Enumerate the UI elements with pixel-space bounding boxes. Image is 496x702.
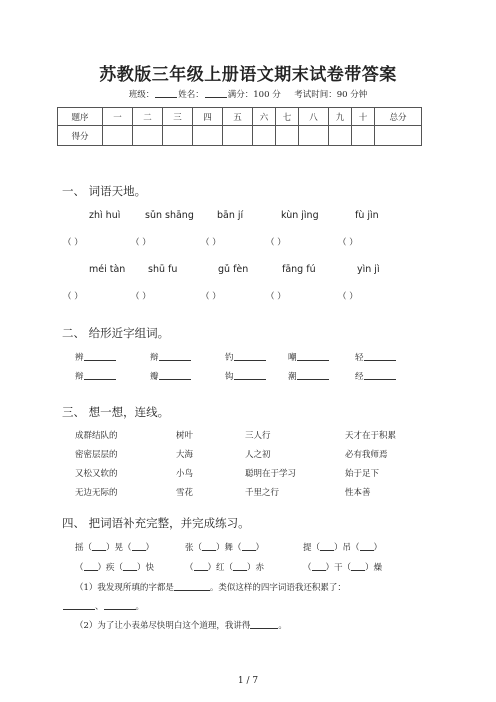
header-cell: 三 bbox=[163, 108, 193, 126]
header-cell: 九 bbox=[329, 108, 352, 126]
score-cell[interactable] bbox=[133, 126, 163, 146]
char-blank[interactable] bbox=[351, 562, 365, 571]
answer-paren[interactable]: （ ） bbox=[266, 238, 286, 248]
char-blank[interactable] bbox=[84, 562, 98, 571]
match-item[interactable]: 树叶 bbox=[176, 431, 194, 441]
section-1-title: 一、 词语天地。 bbox=[62, 184, 147, 198]
word-blank[interactable] bbox=[364, 352, 396, 361]
question-1-continued: 、 。 bbox=[63, 600, 144, 612]
match-item[interactable]: 大海 bbox=[176, 450, 194, 460]
score-table-header-row bbox=[58, 108, 422, 126]
header-cell: 总分 bbox=[375, 108, 422, 126]
match-item[interactable]: 密密层层的 bbox=[75, 450, 118, 460]
char-blank[interactable] bbox=[92, 542, 106, 551]
char-blank[interactable] bbox=[233, 562, 247, 571]
match-item[interactable]: 成群结队的 bbox=[75, 431, 118, 441]
exam-meta bbox=[0, 88, 496, 100]
full-score: 满分：100 分 bbox=[227, 90, 281, 100]
word-blank[interactable] bbox=[159, 352, 191, 361]
char-blank[interactable] bbox=[132, 542, 146, 551]
match-item[interactable]: 无边无际的 bbox=[75, 488, 118, 498]
section-4-title: 四、 把词语补充完整，并完成练习。 bbox=[62, 516, 250, 530]
match-item[interactable]: 始于足下 bbox=[345, 469, 380, 479]
answer-paren[interactable]: （ ） bbox=[131, 238, 151, 248]
class-label: 班级： bbox=[128, 90, 155, 100]
fill-idiom: 张（ ）舞（ ） bbox=[185, 543, 265, 553]
answer-paren[interactable]: （ ） bbox=[338, 292, 358, 302]
match-item[interactable]: 又松又软的 bbox=[75, 469, 118, 479]
char: 辨 bbox=[75, 353, 84, 363]
char-blank[interactable] bbox=[194, 562, 208, 571]
exam-time: 考试时间：90 分钟 bbox=[294, 90, 368, 100]
pinyin: fāng fú bbox=[282, 264, 316, 275]
char: 辩 bbox=[75, 372, 84, 382]
char-blank[interactable] bbox=[312, 562, 326, 571]
answer-paren[interactable]: （ ） bbox=[63, 292, 83, 302]
answer-blank[interactable] bbox=[63, 601, 95, 610]
char-item bbox=[288, 351, 329, 363]
char-item bbox=[225, 351, 266, 363]
score-cell[interactable] bbox=[103, 126, 133, 146]
fill-idiom: （ ）红（ ）赤 bbox=[185, 563, 265, 573]
word-blank[interactable] bbox=[297, 352, 329, 361]
score-cell[interactable] bbox=[253, 126, 276, 146]
match-item[interactable]: 千里之行 bbox=[245, 488, 280, 498]
answer-paren[interactable]: （ ） bbox=[131, 292, 151, 302]
pinyin: yìn jì bbox=[357, 264, 380, 275]
score-cell[interactable] bbox=[299, 126, 329, 146]
score-cell[interactable] bbox=[352, 126, 375, 146]
match-item[interactable]: 必有我师焉 bbox=[345, 450, 388, 460]
char-blank[interactable] bbox=[320, 542, 334, 551]
pinyin: gǔ fèn bbox=[218, 264, 249, 275]
word-blank[interactable] bbox=[297, 371, 329, 380]
word-blank[interactable] bbox=[234, 352, 266, 361]
char-item bbox=[75, 351, 116, 363]
fill-idiom: （ ）疾（ ）快 bbox=[75, 563, 155, 573]
answer-blank[interactable] bbox=[250, 620, 278, 629]
question-2: （2）为了让小表弟尽快明白这个道理，我讲得 。 bbox=[75, 621, 287, 631]
char: 辩 bbox=[150, 353, 159, 363]
answer-paren[interactable]: （ ） bbox=[63, 238, 83, 248]
header-cell: 题序 bbox=[58, 108, 103, 126]
char: 钩 bbox=[225, 372, 234, 382]
header-cell: 一 bbox=[103, 108, 133, 126]
char-item bbox=[225, 370, 266, 382]
char-item bbox=[75, 370, 116, 382]
header-cell: 七 bbox=[276, 108, 299, 126]
char: 轻 bbox=[355, 353, 364, 363]
char-item bbox=[288, 370, 329, 382]
match-item[interactable]: 人之初 bbox=[245, 450, 271, 460]
match-item[interactable]: 天才在于积累 bbox=[345, 431, 397, 441]
answer-paren[interactable]: （ ） bbox=[266, 292, 286, 302]
pinyin: kùn jìng bbox=[281, 210, 319, 221]
name-label: 姓名： bbox=[178, 90, 204, 100]
answer-blank[interactable] bbox=[174, 582, 210, 591]
word-blank[interactable] bbox=[234, 371, 266, 380]
score-cell[interactable] bbox=[329, 126, 352, 146]
page-number: 1 / 7 bbox=[237, 676, 259, 686]
answer-paren[interactable]: （ ） bbox=[201, 292, 221, 302]
header-cell: 六 bbox=[253, 108, 276, 126]
section-3-title: 三、 想一想，连线。 bbox=[62, 405, 170, 419]
char: 经 bbox=[355, 372, 364, 382]
word-blank[interactable] bbox=[364, 371, 396, 380]
fill-idiom: 提（ ）吊（ ） bbox=[303, 543, 383, 553]
char-item bbox=[150, 370, 191, 382]
match-item[interactable]: 雪花 bbox=[176, 488, 194, 498]
char: 潮 bbox=[288, 372, 297, 382]
header-cell: 十 bbox=[352, 108, 375, 126]
header-cell: 五 bbox=[223, 108, 253, 126]
answer-paren[interactable]: （ ） bbox=[338, 238, 358, 248]
question-1: （1）我发现所填的字都是 。类似这样的四字词语我还积累了： bbox=[75, 583, 346, 593]
char: 钓 bbox=[225, 353, 234, 363]
header-cell: 八 bbox=[299, 108, 329, 126]
pinyin: sǔn shāng bbox=[145, 210, 194, 221]
pinyin: méi tàn bbox=[89, 264, 126, 275]
page-title: 苏教版三年级上册语文期末试卷带答案 bbox=[99, 65, 397, 85]
section-2-title: 二、 给形近字组词。 bbox=[62, 326, 170, 340]
pinyin: fù jìn bbox=[355, 210, 379, 221]
score-table-score-row bbox=[58, 126, 422, 146]
pinyin: bān jí bbox=[217, 210, 244, 221]
class-blank[interactable] bbox=[155, 89, 177, 98]
char-item bbox=[355, 370, 396, 382]
name-blank[interactable] bbox=[205, 89, 227, 98]
score-cell[interactable] bbox=[375, 126, 422, 146]
char-blank[interactable] bbox=[202, 542, 216, 551]
pinyin: zhì huì bbox=[89, 210, 121, 221]
match-item[interactable]: 三人行 bbox=[245, 431, 271, 441]
score-row-label: 得分 bbox=[58, 126, 103, 146]
header-cell: 四 bbox=[193, 108, 223, 126]
score-table bbox=[57, 107, 422, 146]
char: 瓣 bbox=[150, 372, 159, 382]
char-item bbox=[355, 351, 396, 363]
char-item bbox=[150, 351, 191, 363]
score-cell[interactable] bbox=[276, 126, 299, 146]
score-cell[interactable] bbox=[223, 126, 253, 146]
answer-paren[interactable]: （ ） bbox=[201, 238, 221, 248]
fill-idiom: （ ）干（ ）燥 bbox=[303, 563, 383, 573]
char-blank[interactable] bbox=[123, 562, 137, 571]
char: 嘲 bbox=[288, 353, 297, 363]
word-blank[interactable] bbox=[84, 371, 116, 380]
pinyin: shū fu bbox=[148, 264, 178, 275]
match-item[interactable]: 小鸟 bbox=[176, 469, 194, 479]
char-blank[interactable] bbox=[360, 542, 374, 551]
answer-blank[interactable] bbox=[104, 601, 136, 610]
match-item[interactable]: 聪明在于学习 bbox=[245, 469, 297, 479]
score-cell[interactable] bbox=[193, 126, 223, 146]
word-blank[interactable] bbox=[159, 371, 191, 380]
fill-idiom: 摇（ ）晃（ ） bbox=[75, 543, 155, 553]
score-cell[interactable] bbox=[163, 126, 193, 146]
match-item[interactable]: 性本善 bbox=[345, 488, 371, 498]
char-blank[interactable] bbox=[242, 542, 256, 551]
header-cell: 二 bbox=[133, 108, 163, 126]
word-blank[interactable] bbox=[84, 352, 116, 361]
